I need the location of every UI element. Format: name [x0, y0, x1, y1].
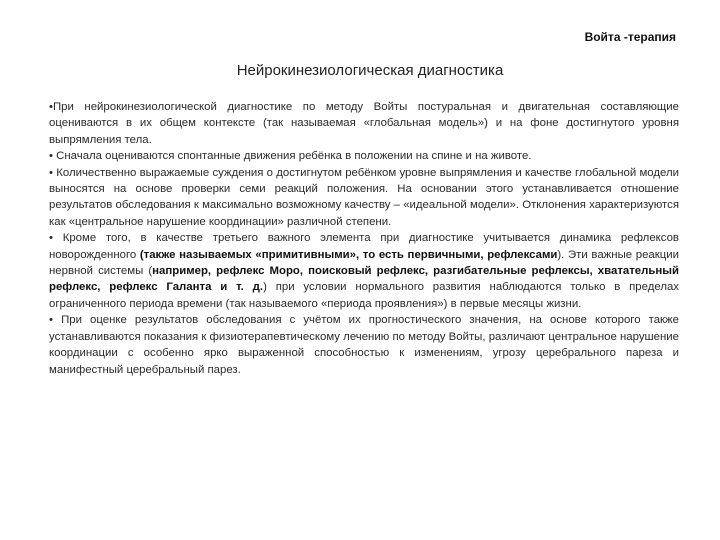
text-segment: •При нейрокинезиологической диагностике по методу Войты постуральная и двигательная составляющие оцениваются в их общем контексте (так называемая «глобальная модель») и на фоне достигнутого уровня выпрямления тела.: [49, 101, 679, 146]
bold-text-segment: например, рефлекс Моро, поисковый рефлекс, разгибательные рефлексы, хватательный рефлекс, рефлекс Галанта и т. д.: [49, 265, 679, 294]
text-segment: • Количественно выражаемые суждения о достигнутом ребёнком уровне выпрямления и качестве глобальной модели выносятся на основе проверки семи реакций положения. На основании этого устанавливается отношение результатов обследования к максимально возможному качеству – «идеальной модели». Отклонения характеризуются как «центральное нарушение координации» различной степени.: [49, 166, 679, 228]
text-segment: • При оценке результатов обследования с учётом их прогностического значения, на основе которого также устанавливаются показания к физиотерапевтическому лечению по методу Войты, различают центральное нарушение координации с особенно ярко выраженной способностью к изменениям, угрозу церебрального пареза и манифестный церебральный парез.: [49, 314, 679, 376]
bullet-paragraph: [49, 165, 679, 231]
bullet-paragraph: [49, 312, 679, 378]
slide-body: [49, 99, 679, 378]
text-segment: ). Эти важные реакции нервной системы (: [49, 248, 679, 278]
bullet-paragraph: [49, 99, 679, 148]
text-segment: • Сначала оцениваются спонтанные движения ребёнка в положении на спине и на животе.: [49, 150, 532, 163]
header-tag: Войта -терапия: [584, 30, 676, 44]
text-segment: ) при условии нормального развития наблюдаются только в пределах ограниченного периода времени (так называемого «периода проявления») в первые месяцы жизни.: [49, 281, 679, 310]
text-segment: • Кроме того, в качестве третьего важного элемента при диагностике учитывается динамика рефлексов новорожденного: [49, 232, 679, 261]
bullet-paragraph: [49, 148, 679, 164]
bold-text-segment: (также называемых «примитивными», то есть первичными, рефлексами: [139, 248, 558, 261]
bullet-paragraph: [49, 230, 679, 312]
slide-title: Нейрокинезиологическая диагностика: [236, 62, 504, 79]
